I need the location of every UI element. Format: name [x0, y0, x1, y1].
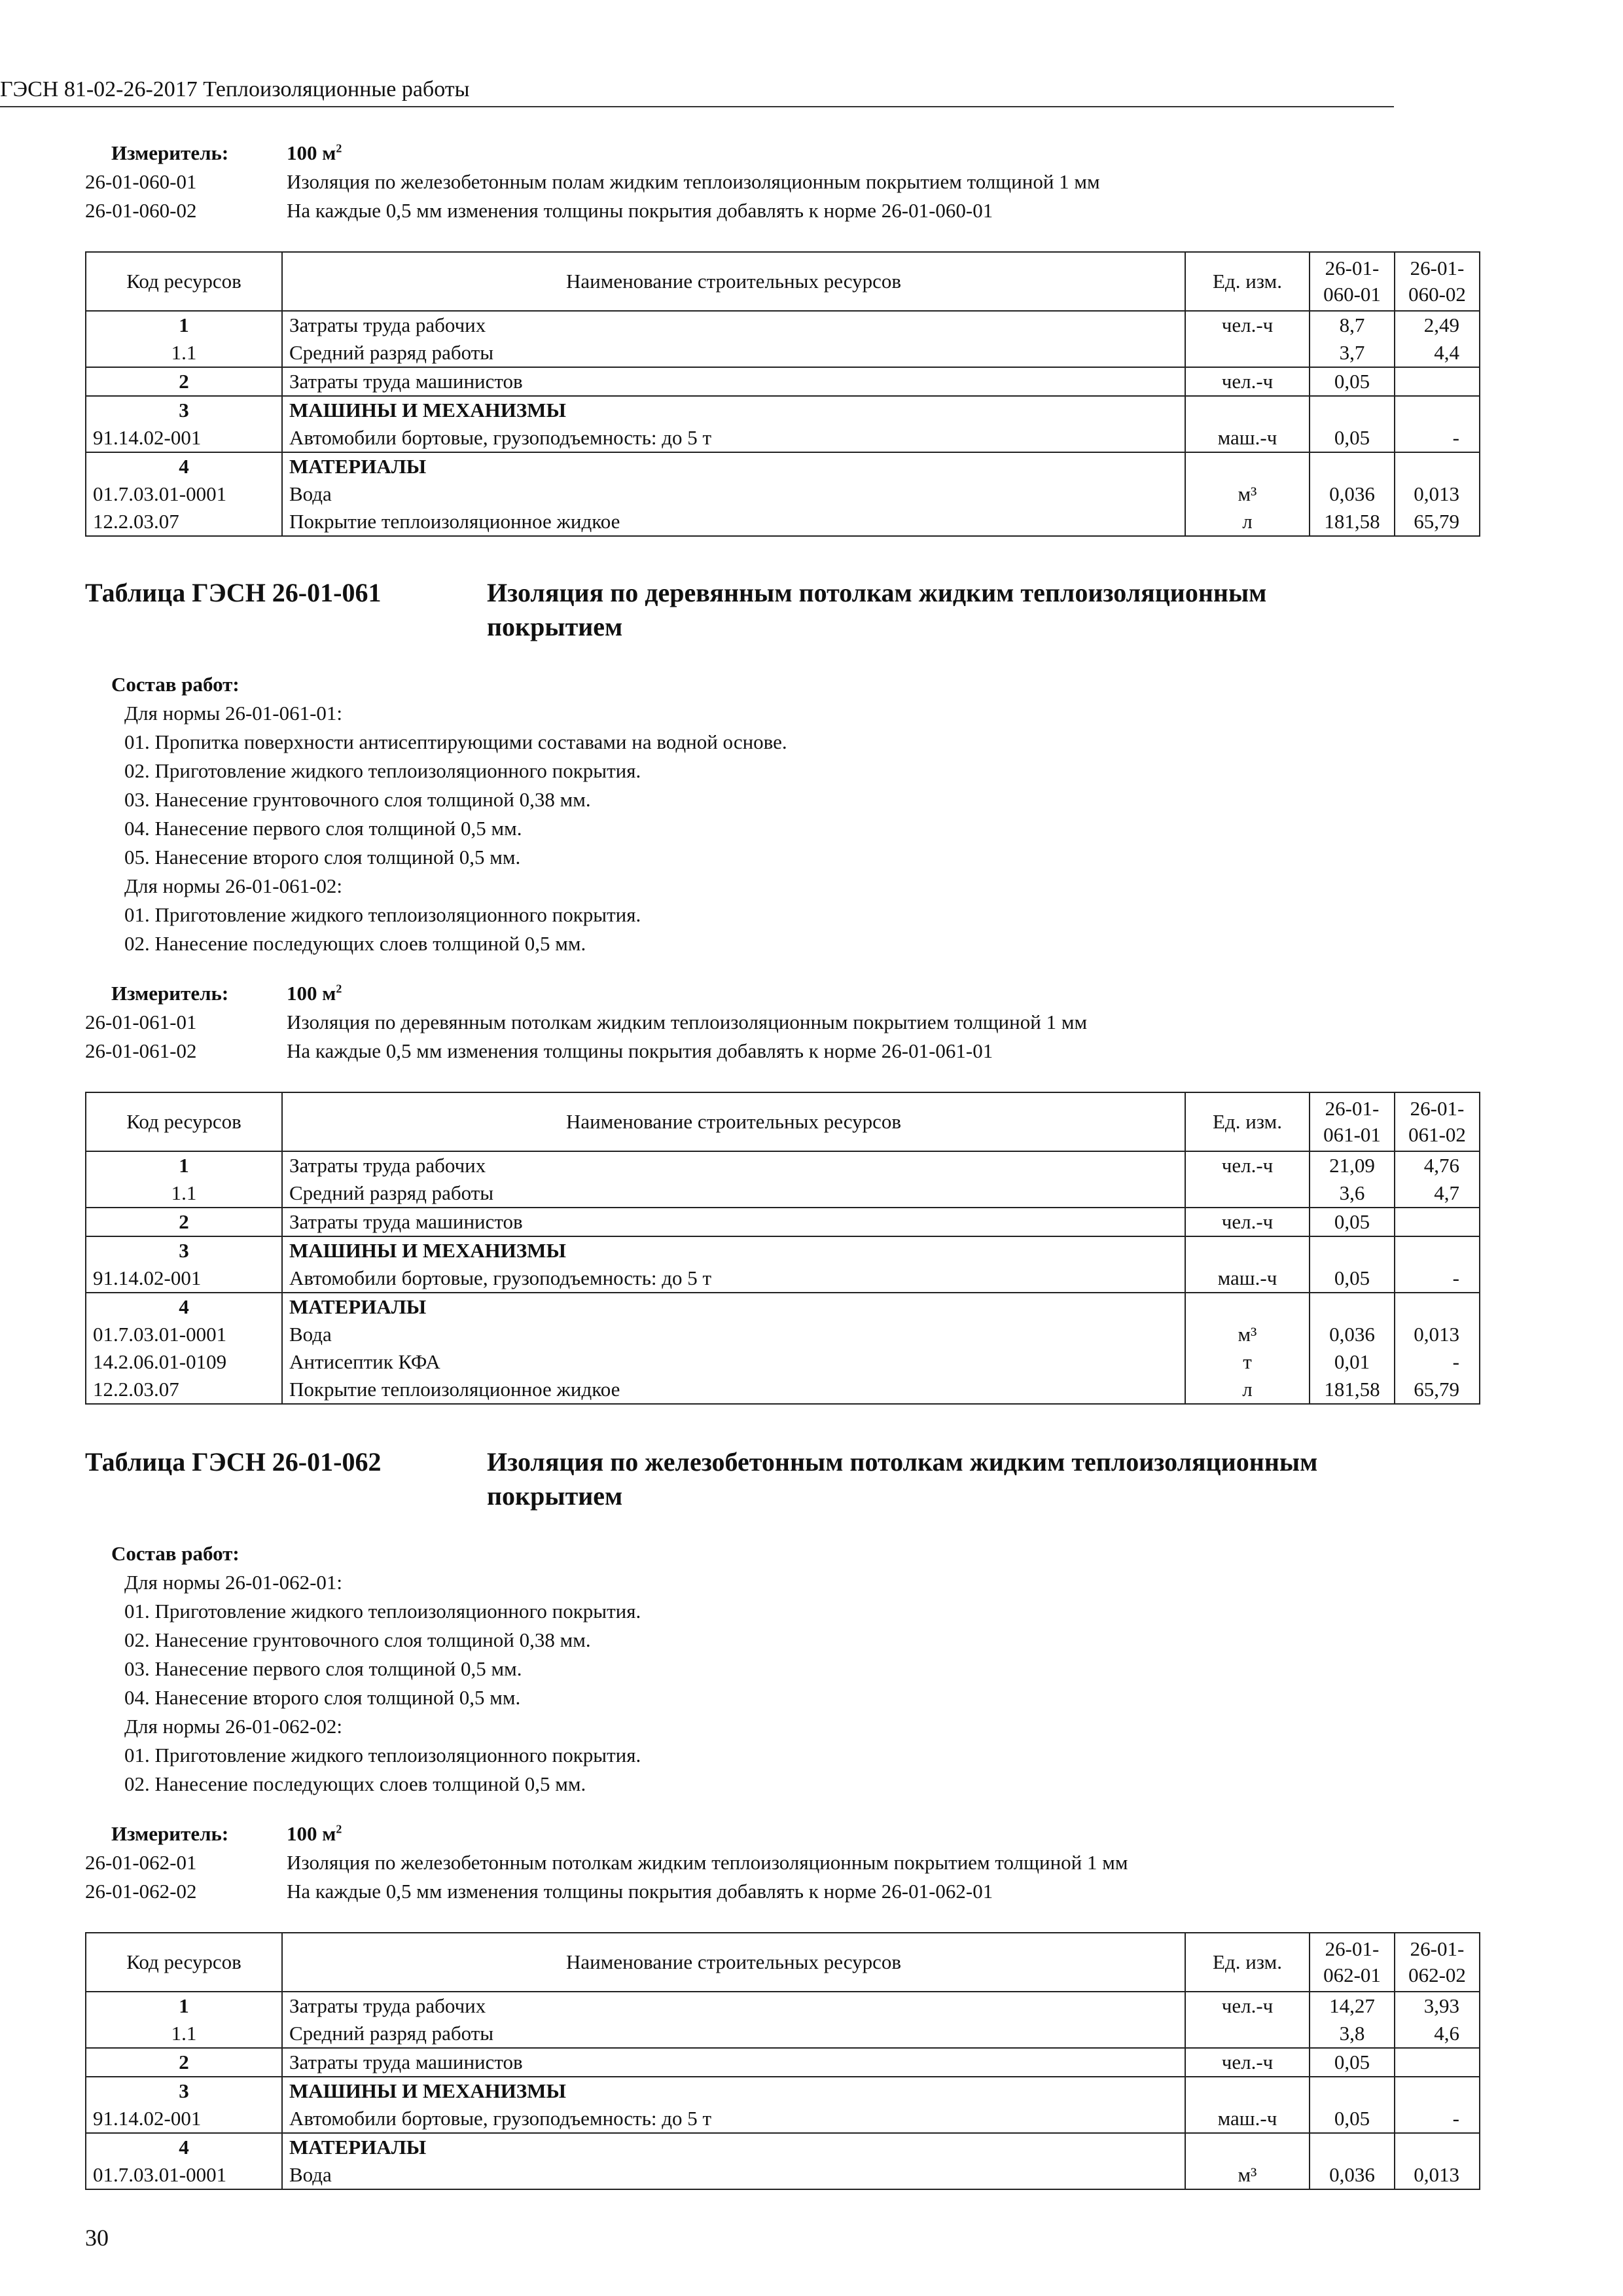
- table-row: [86, 1293, 1480, 1321]
- cell-value-1: [1310, 2133, 1395, 2161]
- cell-value-2: 4,6: [1395, 2020, 1480, 2048]
- cell-value-1: 3,6: [1310, 1179, 1395, 1208]
- page-header: ГЭСН 81-02-26-2017 Теплоизоляционные работы: [0, 77, 1394, 107]
- norm-row: [85, 168, 1480, 196]
- cell-value-2: [1395, 2133, 1480, 2161]
- cell-code: 4: [86, 2133, 282, 2161]
- cell-code: 14.2.06.01-0109: [86, 1348, 282, 1376]
- cell-unit: м³: [1185, 480, 1310, 508]
- table-row: [86, 2020, 1480, 2048]
- cell-value-1: 0,05: [1310, 2048, 1395, 2077]
- table-row: [86, 424, 1480, 452]
- composition-label: Состав работ:: [111, 1542, 240, 1565]
- cell-code: 12.2.03.07: [86, 1376, 282, 1404]
- cell-code: 91.14.02-001: [86, 2105, 282, 2133]
- cell-value-2: 3,93: [1395, 1992, 1480, 2020]
- cell-value-1: 0,05: [1310, 1208, 1395, 1236]
- cell-value-1: 0,036: [1310, 2161, 1395, 2189]
- measure-value: 100 $м^2$: [287, 141, 342, 164]
- col-header-line: 060-02: [1408, 283, 1466, 306]
- col-header-code: Код ресурсов: [86, 1933, 282, 1992]
- norm-subheading: Для нормы 26-01-061-02:: [124, 874, 343, 897]
- cell-value-2: 65,79: [1395, 1376, 1480, 1404]
- cell-unit: чел.-ч: [1185, 2048, 1310, 2077]
- col-header-line: 061-01: [1323, 1123, 1381, 1146]
- col-header-unit: Ед. изм.: [1185, 252, 1310, 311]
- norm-subheading: Для нормы 26-01-062-02:: [124, 1715, 343, 1738]
- cell-value-1: 0,01: [1310, 1348, 1395, 1376]
- cell-unit: маш.-ч: [1185, 1265, 1310, 1293]
- work-step: 01. Приготовление жидкого теплоизоляционного покрытия.: [124, 903, 641, 926]
- work-step: 05. Нанесение второго слоя толщиной 0,5 мм.: [124, 846, 521, 869]
- cell-name: Автомобили бортовые, грузоподъемность: до 5 т: [282, 424, 1185, 452]
- cell-name: Покрытие теплоизоляционное жидкое: [282, 1376, 1185, 1404]
- table-row: [86, 367, 1480, 396]
- cell-code: 4: [86, 452, 282, 480]
- cell-code: 1.1: [86, 2020, 282, 2048]
- col-header-norm-2: [1395, 252, 1480, 311]
- cell-name: Затраты труда рабочих: [282, 1151, 1185, 1179]
- col-header-unit: Ед. изм.: [1185, 1092, 1310, 1151]
- cell-name: Затраты труда рабочих: [282, 311, 1185, 339]
- resource-table: [85, 251, 1480, 537]
- cell-value-1: 0,036: [1310, 1321, 1395, 1348]
- measure-superscript: 2: [336, 1822, 342, 1836]
- cell-value-2: 2,49: [1395, 311, 1480, 339]
- resource-table: [85, 1932, 1480, 2190]
- norm-row: [85, 196, 1480, 225]
- cell-value-1: [1310, 2077, 1395, 2105]
- work-step: 03. Нанесение первого слоя толщиной 0,5 мм.: [124, 1657, 522, 1680]
- norm-text: Изоляция по деревянным потолкам жидким теплоизоляционным покрытием толщиной 1 мм: [287, 1011, 1088, 1033]
- norm-text: Изоляция по железобетонным полам жидким теплоизоляционным покрытием толщиной 1 мм: [287, 170, 1100, 193]
- cell-unit: [1185, 1179, 1310, 1208]
- cell-unit: чел.-ч: [1185, 1992, 1310, 2020]
- page-number: 30: [85, 2225, 109, 2251]
- table-row: [86, 480, 1480, 508]
- norm-code: 26-01-061-01: [85, 1011, 197, 1033]
- measure-block: [85, 139, 1480, 225]
- cell-code: 4: [86, 1293, 282, 1321]
- table-code: Таблица ГЭСН 26-01-062: [85, 1447, 382, 1477]
- measure-value: 100 $м^2$: [287, 1822, 342, 1845]
- col-header-name: Наименование строительных ресурсов: [282, 252, 1185, 311]
- table-name-line: покрытием: [487, 612, 623, 641]
- col-header-name: Наименование строительных ресурсов: [282, 1933, 1185, 1992]
- norm-row: [85, 1037, 1480, 1066]
- cell-unit: [1185, 452, 1310, 480]
- work-step: 04. Нанесение второго слоя толщиной 0,5 мм.: [124, 1686, 521, 1709]
- cell-code: 1.1: [86, 339, 282, 367]
- cell-unit: чел.-ч: [1185, 311, 1310, 339]
- cell-unit: чел.-ч: [1185, 1208, 1310, 1236]
- col-header-code: Код ресурсов: [86, 252, 282, 311]
- norm-row: [85, 1008, 1480, 1037]
- col-header-norm-1: [1310, 252, 1395, 311]
- cell-code: 1.1: [86, 1179, 282, 1208]
- col-header-line: 26-01-: [1325, 257, 1380, 279]
- table-row: [86, 508, 1480, 536]
- cell-value-1: [1310, 396, 1395, 424]
- col-header-line: 26-01-: [1410, 1937, 1465, 1960]
- measure-label: Измеритель:: [111, 141, 229, 164]
- cell-value-1: 0,05: [1310, 1265, 1395, 1293]
- table-row: [86, 339, 1480, 367]
- cell-name: Затраты труда машинистов: [282, 367, 1185, 396]
- table-row: [86, 2105, 1480, 2133]
- table-row: [86, 2048, 1480, 2077]
- cell-value-2: 0,013: [1395, 480, 1480, 508]
- header-row: [86, 1092, 1480, 1151]
- measure-value: 100 $м^2$: [287, 982, 342, 1005]
- cell-unit: м³: [1185, 1321, 1310, 1348]
- cell-code: 01.7.03.01-0001: [86, 2161, 282, 2189]
- norm-row: [85, 1848, 1480, 1877]
- table-row: [86, 1992, 1480, 2020]
- block-26-01-061: [85, 576, 1480, 1405]
- table-title: [85, 1445, 1480, 1513]
- cell-value-1: 0,05: [1310, 367, 1395, 396]
- cell-unit: [1185, 2133, 1310, 2161]
- cell-unit: т: [1185, 1348, 1310, 1376]
- cell-code: 01.7.03.01-0001: [86, 1321, 282, 1348]
- col-header-norm-1: [1310, 1933, 1395, 1992]
- cell-value-2: [1395, 1208, 1480, 1236]
- cell-value-1: 21,09: [1310, 1151, 1395, 1179]
- table-name: [487, 576, 1403, 644]
- norm-code: 26-01-061-02: [85, 1039, 197, 1062]
- cell-value-2: 0,013: [1395, 1321, 1480, 1348]
- measure-row: [85, 139, 1480, 168]
- cell-value-2: 0,013: [1395, 2161, 1480, 2189]
- cell-code: 2: [86, 2048, 282, 2077]
- norm-code: 26-01-062-02: [85, 1880, 197, 1903]
- col-header-code: Код ресурсов: [86, 1092, 282, 1151]
- table-name: [487, 1445, 1403, 1513]
- cell-value-2: -: [1395, 1265, 1480, 1293]
- col-header-norm-2: [1395, 1092, 1480, 1151]
- cell-name: Вода: [282, 480, 1185, 508]
- table-name-line: покрытием: [487, 1481, 623, 1511]
- cell-name: МАТЕРИАЛЫ: [282, 1293, 1185, 1321]
- work-composition: [85, 670, 1480, 958]
- cell-unit: [1185, 396, 1310, 424]
- table-row: [86, 1208, 1480, 1236]
- cell-name: Автомобили бортовые, грузоподъемность: до 5 т: [282, 1265, 1185, 1293]
- cell-value-2: -: [1395, 2105, 1480, 2133]
- cell-value-2: [1395, 396, 1480, 424]
- block-26-01-060: [85, 139, 1480, 537]
- cell-unit: чел.-ч: [1185, 367, 1310, 396]
- table-name-line: Изоляция по железобетонным потолкам жидким теплоизоляционным: [487, 1447, 1318, 1477]
- col-header-line: 26-01-: [1410, 1097, 1465, 1120]
- cell-code: 01.7.03.01-0001: [86, 480, 282, 508]
- cell-name: МАШИНЫ И МЕХАНИЗМЫ: [282, 396, 1185, 424]
- table-row: [86, 1265, 1480, 1293]
- cell-value-2: 4,7: [1395, 1179, 1480, 1208]
- col-header-norm-2: [1395, 1933, 1480, 1992]
- work-step: 03. Нанесение грунтовочного слоя толщиной 0,38 мм.: [124, 788, 591, 811]
- measure-block: [85, 1820, 1480, 1906]
- cell-value-1: 181,58: [1310, 508, 1395, 536]
- table-row: [86, 1236, 1480, 1265]
- cell-value-2: -: [1395, 1348, 1480, 1376]
- table-row: [86, 396, 1480, 424]
- norm-subheading: Для нормы 26-01-061-01:: [124, 702, 343, 725]
- table-code: Таблица ГЭСН 26-01-061: [85, 578, 382, 607]
- table-row: [86, 1376, 1480, 1404]
- norm-text: Изоляция по железобетонным потолкам жидким теплоизоляционным покрытием толщиной 1 мм: [287, 1851, 1128, 1874]
- cell-value-2: 4,4: [1395, 339, 1480, 367]
- cell-code: 1: [86, 1151, 282, 1179]
- cell-value-2: [1395, 1293, 1480, 1321]
- cell-value-2: 65,79: [1395, 508, 1480, 536]
- cell-code: 91.14.02-001: [86, 1265, 282, 1293]
- cell-name: Затраты труда машинистов: [282, 2048, 1185, 2077]
- cell-unit: м³: [1185, 2161, 1310, 2189]
- work-composition: [85, 1539, 1480, 1799]
- col-header-line: 060-01: [1323, 283, 1381, 306]
- cell-value-1: 0,036: [1310, 480, 1395, 508]
- measure-label: Измеритель:: [111, 1822, 229, 1845]
- table-row: [86, 1151, 1480, 1179]
- table-row: [86, 1321, 1480, 1348]
- work-step: 04. Нанесение первого слоя толщиной 0,5 мм.: [124, 817, 522, 840]
- col-header-line: 26-01-: [1325, 1937, 1380, 1960]
- norm-row: [85, 1877, 1480, 1906]
- cell-unit: л: [1185, 1376, 1310, 1404]
- col-header-name: Наименование строительных ресурсов: [282, 1092, 1185, 1151]
- cell-value-1: 3,8: [1310, 2020, 1395, 2048]
- cell-unit: [1185, 2077, 1310, 2105]
- table-row: [86, 2133, 1480, 2161]
- col-header-line: 062-01: [1323, 1964, 1381, 1986]
- cell-code: 3: [86, 396, 282, 424]
- col-header-unit: Ед. изм.: [1185, 1933, 1310, 1992]
- cell-code: 3: [86, 2077, 282, 2105]
- cell-value-2: [1395, 2048, 1480, 2077]
- cell-value-1: 14,27: [1310, 1992, 1395, 2020]
- resource-table: [85, 1092, 1480, 1405]
- cell-value-1: 0,05: [1310, 424, 1395, 452]
- cell-name: МАТЕРИАЛЫ: [282, 452, 1185, 480]
- table-title: [85, 576, 1480, 644]
- cell-code: 91.14.02-001: [86, 424, 282, 452]
- col-header-line: 061-02: [1408, 1123, 1466, 1146]
- norm-code: 26-01-060-02: [85, 199, 197, 222]
- work-step: 02. Нанесение последующих слоев толщиной 0,5 мм.: [124, 1772, 586, 1795]
- cell-value-1: [1310, 1236, 1395, 1265]
- table-row: [86, 2161, 1480, 2189]
- norm-text: На каждые 0,5 мм изменения толщины покрытия добавлять к норме 26-01-060-01: [287, 199, 993, 222]
- cell-code: 2: [86, 367, 282, 396]
- cell-code: 1: [86, 311, 282, 339]
- cell-value-1: 3,7: [1310, 339, 1395, 367]
- cell-value-1: 181,58: [1310, 1376, 1395, 1404]
- cell-name: Вода: [282, 2161, 1185, 2189]
- cell-unit: [1185, 339, 1310, 367]
- cell-value-2: [1395, 1236, 1480, 1265]
- block-26-01-062: [85, 1445, 1480, 2190]
- cell-unit: [1185, 2020, 1310, 2048]
- cell-name: Автомобили бортовые, грузоподъемность: до 5 т: [282, 2105, 1185, 2133]
- col-header-line: 26-01-: [1325, 1097, 1380, 1120]
- cell-value-2: 4,76: [1395, 1151, 1480, 1179]
- cell-value-2: -: [1395, 424, 1480, 452]
- work-step: 02. Нанесение последующих слоев толщиной 0,5 мм.: [124, 932, 586, 955]
- cell-code: 1: [86, 1992, 282, 2020]
- measure-superscript: 2: [336, 141, 342, 155]
- table-name-line: Изоляция по деревянным потолкам жидким теплоизоляционным: [487, 578, 1267, 607]
- cell-name: Вода: [282, 1321, 1185, 1348]
- norm-code: 26-01-060-01: [85, 170, 197, 193]
- table-row: [86, 1348, 1480, 1376]
- work-step: 02. Приготовление жидкого теплоизоляционного покрытия.: [124, 759, 641, 782]
- cell-name: Средний разряд работы: [282, 2020, 1185, 2048]
- table-row: [86, 2077, 1480, 2105]
- cell-value-1: 8,7: [1310, 311, 1395, 339]
- cell-code: 3: [86, 1236, 282, 1265]
- cell-value-2: [1395, 2077, 1480, 2105]
- cell-unit: [1185, 1236, 1310, 1265]
- cell-name: Антисептик КФА: [282, 1348, 1185, 1376]
- cell-name: МАТЕРИАЛЫ: [282, 2133, 1185, 2161]
- table-row: [86, 1179, 1480, 1208]
- col-header-norm-1: [1310, 1092, 1395, 1151]
- norm-text: На каждые 0,5 мм изменения толщины покрытия добавлять к норме 26-01-061-01: [287, 1039, 993, 1062]
- cell-name: МАШИНЫ И МЕХАНИЗМЫ: [282, 2077, 1185, 2105]
- norm-text: На каждые 0,5 мм изменения толщины покрытия добавлять к норме 26-01-062-01: [287, 1880, 993, 1903]
- cell-name: Затраты труда машинистов: [282, 1208, 1185, 1236]
- cell-unit: [1185, 1293, 1310, 1321]
- cell-name: Затраты труда рабочих: [282, 1992, 1185, 2020]
- cell-unit: л: [1185, 508, 1310, 536]
- work-step: 01. Пропитка поверхности антисептирующими составами на водной основе.: [124, 730, 787, 753]
- cell-code: 2: [86, 1208, 282, 1236]
- cell-unit: маш.-ч: [1185, 424, 1310, 452]
- cell-unit: чел.-ч: [1185, 1151, 1310, 1179]
- cell-value-1: [1310, 452, 1395, 480]
- measure-superscript: 2: [336, 982, 342, 996]
- work-step: 01. Приготовление жидкого теплоизоляционного покрытия.: [124, 1600, 641, 1623]
- cell-name: Покрытие теплоизоляционное жидкое: [282, 508, 1185, 536]
- cell-name: Средний разряд работы: [282, 339, 1185, 367]
- composition-label: Состав работ:: [111, 673, 240, 696]
- measure-block: [85, 979, 1480, 1066]
- col-header-line: 062-02: [1408, 1964, 1466, 1986]
- cell-name: МАШИНЫ И МЕХАНИЗМЫ: [282, 1236, 1185, 1265]
- cell-value-2: [1395, 452, 1480, 480]
- cell-unit: маш.-ч: [1185, 2105, 1310, 2133]
- col-header-line: 26-01-: [1410, 257, 1465, 279]
- table-row: [86, 311, 1480, 339]
- measure-label: Измеритель:: [111, 982, 229, 1005]
- norm-code: 26-01-062-01: [85, 1851, 197, 1874]
- cell-value-1: 0,05: [1310, 2105, 1395, 2133]
- measure-row: [85, 1820, 1480, 1848]
- work-step: 01. Приготовление жидкого теплоизоляционного покрытия.: [124, 1744, 641, 1767]
- table-row: [86, 452, 1480, 480]
- measure-row: [85, 979, 1480, 1008]
- cell-value-2: [1395, 367, 1480, 396]
- cell-name: Средний разряд работы: [282, 1179, 1185, 1208]
- norm-subheading: Для нормы 26-01-062-01:: [124, 1571, 343, 1594]
- work-step: 02. Нанесение грунтовочного слоя толщиной 0,38 мм.: [124, 1628, 591, 1651]
- header-row: [86, 1933, 1480, 1992]
- cell-value-1: [1310, 1293, 1395, 1321]
- header-row: [86, 252, 1480, 311]
- cell-code: 12.2.03.07: [86, 508, 282, 536]
